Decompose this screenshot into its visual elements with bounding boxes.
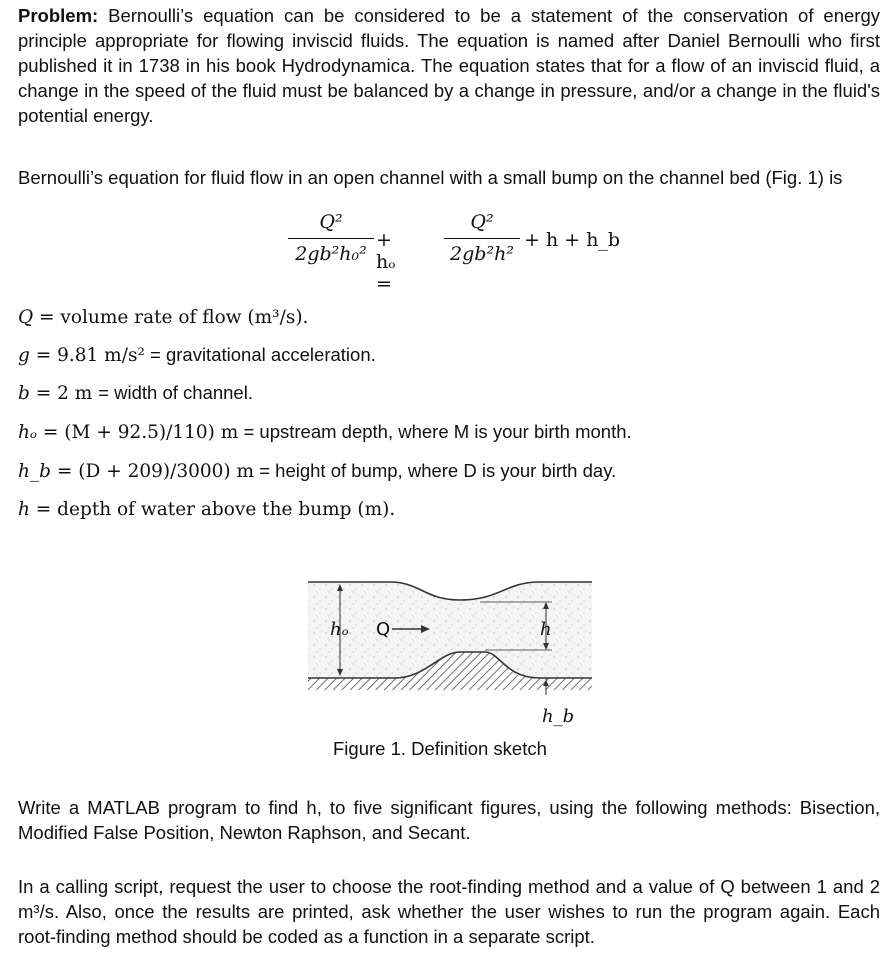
- h-label: h: [540, 619, 552, 640]
- figure-caption: Figure 1. Definition sketch: [333, 738, 547, 759]
- def-Q: Q = volume rate of flow (m³/s).: [18, 307, 309, 328]
- intro-paragraph: Bernoulli’s equation for fluid flow in an open channel with a small bump on the channel bed (Fig. 1) is: [18, 167, 843, 188]
- def-hb: h_b = (D + 209)/3000) m = height of bump, where D is your birth day.: [18, 460, 617, 482]
- problem-text: Bernoulli’s equation can be considered to be a statement of the conservation of energy principle appropriate for flowing inviscid fluids. The equation is named after Daniel Bernoulli who first published it in 1738 in his book Hydrodynamica. The equation states that for a flow of an inviscid fluid, a change in the speed of the fluid must be balanced by a change in pressure, and/or a change in the fluid's potential energy.: [18, 5, 880, 126]
- lhs-plus: + hₒ =: [376, 229, 396, 295]
- rhs-fraction: [444, 208, 520, 269]
- def-h: h = depth of water above the bump (m).: [18, 499, 396, 520]
- problem-paragraph: [18, 3, 880, 128]
- calling-paragraph: In a calling script, request the user to choose the root-finding method and a value of Q between 1 and 2 m³/s. Also, once the results are printed, ask whether the user wishes to run the program again. Each root-finding method should be coded as a function in a separate script.: [18, 876, 880, 947]
- task-paragraph: Write a MATLAB program to find h, to five significant figures, using the following methods: Bisection, Modified False Position, Newton Raphson, and Secant.: [18, 797, 880, 843]
- hb-label: h_b: [542, 706, 575, 727]
- Q-label: Q: [376, 619, 391, 640]
- rhs-plus: + h + h_b: [524, 229, 621, 251]
- channel-sketch: [300, 570, 600, 740]
- rhs-denominator: 2gb²h²: [450, 243, 514, 265]
- def-g: g = 9.81 m/s² = gravitational acceleration.: [18, 344, 376, 366]
- lhs-fraction: [288, 208, 374, 269]
- lhs-denominator: 2gb²h₀²: [295, 243, 367, 265]
- problem-label: Problem:: [18, 5, 99, 26]
- h0-label: hₒ: [330, 619, 349, 640]
- def-h0: hₒ = (M + 92.5)/110) m = upstream depth, where M is your birth month.: [18, 421, 632, 443]
- lhs-numerator: Q²: [319, 211, 343, 233]
- rhs-numerator: Q²: [470, 211, 494, 233]
- def-b: b = 2 m = width of channel.: [18, 382, 253, 404]
